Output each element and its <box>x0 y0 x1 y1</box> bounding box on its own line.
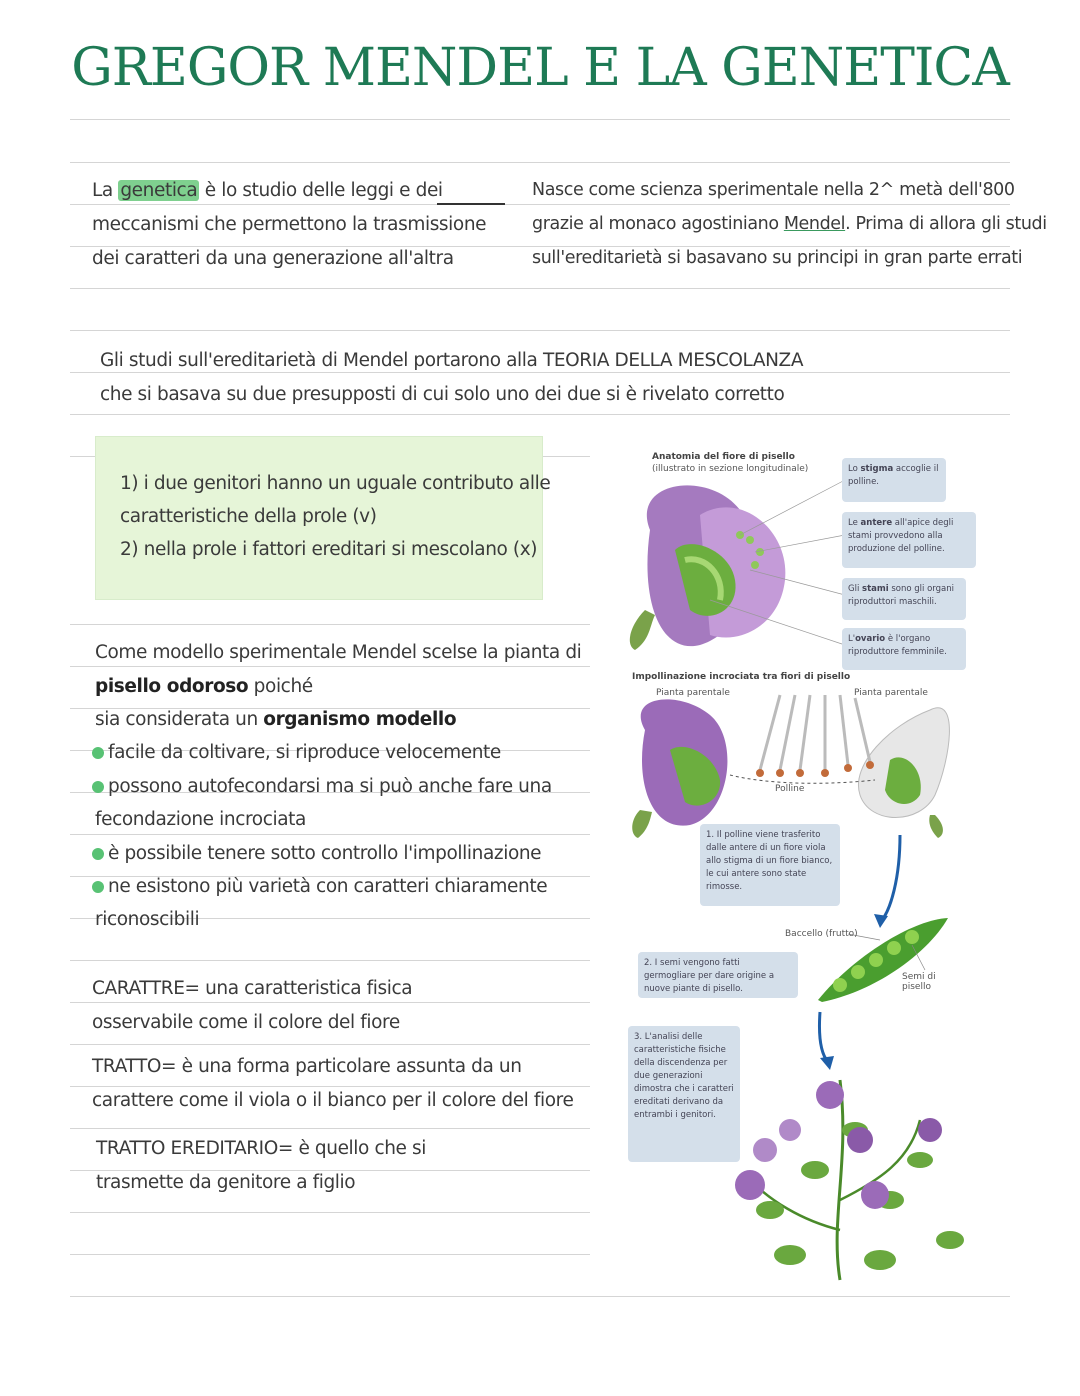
bullet-4: ne esistono più varietà con caratteri chiaramente <box>92 876 547 897</box>
rule-line <box>70 1170 590 1171</box>
rule-line <box>70 1128 590 1129</box>
ovario-callout: L'ovario è l'organo riproduttore femminile. <box>842 628 966 670</box>
stami-callout: Gli stami sono gli organi riproduttori maschili. <box>842 578 966 620</box>
genetica-highlight: genetica <box>120 180 198 201</box>
rule-line <box>70 330 1010 331</box>
assumption-2: 2) nella prole i fattori ereditari si mescolano (x) <box>120 539 538 560</box>
rule-line <box>70 1086 590 1087</box>
bullet-1: facile da coltivare, si riproduce velocemente <box>92 742 501 763</box>
arrow-2 <box>819 1012 828 1062</box>
baccello-label: Baccello (frutto) <box>785 929 858 939</box>
rule-line <box>70 372 1010 373</box>
theory-line2: che si basava su due presupposti di cui solo uno dei due si è rivelato corretto <box>100 384 785 405</box>
anatomy-flower <box>630 480 845 650</box>
anatomy-title: Anatomia del fiore di pisello <box>652 452 795 462</box>
parent-left-label: Pianta parentale <box>656 688 730 698</box>
def-ereditario-b: trasmette da genitore a figlio <box>96 1172 356 1193</box>
rule-line <box>70 162 1010 163</box>
bullet-dot <box>92 747 104 759</box>
model-line2: pisello odoroso poiché <box>95 676 313 697</box>
purple-parent-flower <box>632 699 727 838</box>
mendel-underline: Mendel <box>783 214 846 234</box>
rule-line <box>70 1002 590 1003</box>
rule-line <box>70 1254 590 1255</box>
rule-line <box>70 119 1010 120</box>
bullet-dot <box>92 881 104 893</box>
model-line3: sia considerata un organismo modello <box>95 709 457 730</box>
intro-left-line1: La genetica è lo studio delle leggi e dei <box>92 180 443 201</box>
step3-callout: 3. L'analisi delle caratteristiche fisiche della discendenza per due generazioni dimostra che i caratteri ereditati derivano da entrambi i genitori. <box>628 1026 740 1162</box>
antere-callout: Le antere all'apice degli stami provvedono alla produzione del polline. <box>842 512 976 568</box>
rule-line <box>70 414 1010 415</box>
bullet-4-cont: riconoscibili <box>95 909 200 930</box>
rule-line <box>70 204 1010 205</box>
rule-line <box>70 1044 590 1045</box>
step1-callout: 1. Il polline viene trasferito dalle antere di un fiore viola allo stigma di un fiore bianco, le cui antere sono state rimosse. <box>700 824 840 906</box>
theory-line1: Gli studi sull'ereditarietà di Mendel portarono alla TEORIA DELLA MESCOLANZA <box>100 350 804 371</box>
cross-title: Impollinazione incrociata tra fiori di pisello <box>632 672 851 682</box>
assumption-1b: caratteristiche della prole (v) <box>120 506 377 527</box>
intro-right-line3: sull'ereditarietà si basavano su principi in gran parte errati <box>532 248 1023 268</box>
pea-flower-figure <box>590 440 1010 1300</box>
semi-label: Semi di pisello <box>902 972 936 992</box>
arrow-dash <box>437 203 505 205</box>
white-parent-flower <box>858 708 949 838</box>
rule-line <box>70 666 590 667</box>
parent-right-label: Pianta parentale <box>854 688 928 698</box>
rule-line <box>70 246 1010 247</box>
intro-left-line2: meccanismi che permettono la trasmissione <box>92 214 487 235</box>
rule-line <box>70 288 1010 289</box>
def-carattere-a: CARATTRE= una caratteristica fisica <box>92 978 413 999</box>
rule-line <box>70 834 590 835</box>
def-tratto-b: carattere come il viola o il bianco per il colore del fiore <box>92 1090 574 1111</box>
page-title: GREGOR MENDEL E LA GENETICA <box>71 38 1009 98</box>
intro-right-line1: Nasce come scienza sperimentale nella 2^ metà dell'800 <box>532 180 1015 200</box>
def-ereditario-a: TRATTO EREDITARIO= è quello che si <box>96 1138 426 1159</box>
rule-line <box>70 1212 590 1213</box>
def-carattere-b: osservabile come il colore del fiore <box>92 1012 400 1033</box>
rule-line <box>70 624 590 625</box>
polline-label: Polline <box>775 784 805 794</box>
assumption-1a: 1) i due genitori hanno un uguale contributo alle <box>120 473 551 494</box>
bullet-3: è possibile tenere sotto controllo l'impollinazione <box>92 843 541 864</box>
step2-callout: 2. I semi vengono fatti germogliare per dare origine a nuove piante di pisello. <box>638 952 798 998</box>
anatomy-subtitle: (illustrato in sezione longitudinale) <box>652 464 809 474</box>
intro-right-line2: grazie al monaco agostiniano Mendel. Prima di allora gli studi <box>532 214 1047 234</box>
stigma-callout: Lo stigma accoglie il polline. <box>842 458 946 502</box>
def-tratto-a: TRATTO= è una forma particolare assunta da un <box>92 1056 522 1077</box>
arrow-1 <box>882 835 900 920</box>
bullet-dot <box>92 781 104 793</box>
bullet-2: possono autofecondarsi ma si può anche fare una <box>92 776 552 797</box>
pea-plant <box>735 1080 964 1280</box>
brushes <box>730 695 875 783</box>
bullet-2-cont: fecondazione incrociata <box>95 809 306 830</box>
bullet-dot <box>92 848 104 860</box>
intro-left-line3: dei caratteri da una generazione all'altra <box>92 248 454 269</box>
rule-line <box>70 960 590 961</box>
model-line1: Come modello sperimentale Mendel scelse la pianta di <box>95 642 582 663</box>
